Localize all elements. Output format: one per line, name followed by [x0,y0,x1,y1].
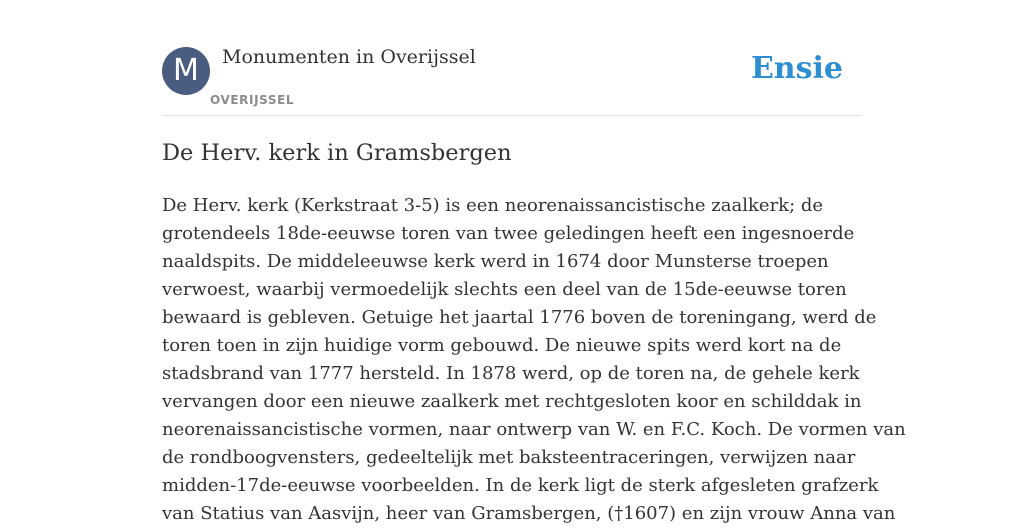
article-line: bewaard is gebleven. Getuige het jaartal 1776 boven de toreningang, werd de [162,307,877,328]
article-line: De Herv. kerk (Kerkstraat 3-5) is een neorenaissancistische zaalkerk; de [162,195,824,216]
article-line: stadsbrand van 1777 hersteld. In 1878 werd, op de toren na, de gehele kerk [162,363,860,384]
ensie-logo[interactable]: Ensie [750,51,843,86]
article-body [162,192,906,528]
article-title: De Herv. kerk in Gramsbergen [162,140,512,166]
header-divider [162,115,862,116]
article-line: grotendeels 18de-eeuwse toren van twee geledingen heeft een ingesnoerde [162,223,855,244]
collection-title-link[interactable]: Monumenten in Overijssel [222,46,476,68]
article-line: verwoest, waarbij vermoedelijk slechts een deel van de 15de-eeuwse toren [162,279,847,300]
article-line: naaldspits. De middeleeuwse kerk werd in 1674 door Munsterse troepen [162,251,829,272]
article-line: vervangen door een nieuwe zaalkerk met rechtgesloten koor en schilddak in [162,391,862,412]
article-line: toren toen in zijn huidige vorm gebouwd. De nieuwe spits werd kort na de [162,335,842,356]
article-line: van Statius van Aasvijn, heer van Gramsbergen, (†1607) en zijn vrouw Anna van [162,503,896,524]
avatar[interactable]: M [162,47,210,95]
article-line: midden-17de-eeuwse voorbeelden. In de kerk ligt de sterk afgesleten grafzerk [162,475,879,496]
article-line: de rondboogvensters, gedeeltelijk met baksteentraceringen, verwijzen naar [162,447,856,468]
article-line: neorenaissancistische vormen, naar ontwerp van W. en F.C. Koch. De vormen van [162,419,906,440]
category-link[interactable]: OVERIJSSEL [210,93,295,107]
collection-header [162,46,862,116]
